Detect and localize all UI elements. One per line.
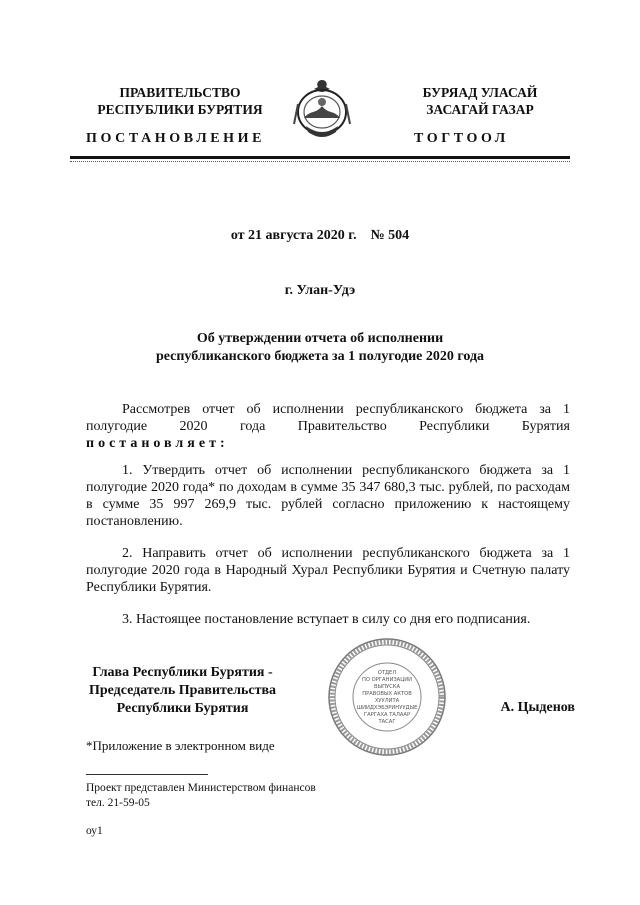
seal-line4: ПРАВОВЫХ АКТОВ <box>362 691 412 697</box>
header-divider-thick <box>70 156 570 159</box>
footer-info <box>86 781 316 811</box>
item-3-text: 3. Настоящее постановление вступает в силу со дня его подписания. <box>122 612 531 627</box>
footer-divider <box>86 774 208 775</box>
seal-line1: ОТДЕЛ <box>377 670 397 676</box>
seal-line8: ТАСАГ <box>378 719 396 725</box>
intro-text: Рассмотрев отчет об исполнении республиканского бюджета за 1 полугодие 2020 года Правительство Республики Бурятия <box>86 402 570 434</box>
coat-of-arms-emblem <box>290 74 354 146</box>
position-line3: Республики Бурятия <box>116 701 249 716</box>
header-left-line2: РЕСПУБЛИКИ БУРЯТИЯ <box>97 102 263 117</box>
position-line2: Председатель Правительства <box>88 683 277 698</box>
signatory-position <box>80 664 285 718</box>
item-2-text: 2. Направить отчет об исполнении республиканского бюджета за 1 полугодие 2020 года в Народный Хурал Республики Бурятия и Счетную палату Республики Бурятия. <box>86 546 570 595</box>
document-title <box>0 330 640 366</box>
seal-line5: ХУУЛИТА <box>374 698 400 704</box>
date-number: от 21 августа 2020 г. № 504 <box>230 228 410 243</box>
official-stamp <box>326 636 448 758</box>
document-code: оу1 <box>86 825 103 837</box>
signatory-name: А. Цыденов <box>500 700 575 715</box>
item-2 <box>86 545 570 596</box>
header-left-line1: ПРАВИТЕЛЬСТВО <box>119 85 241 100</box>
doc-type-left: ПОСТАНОВЛЕНИЕ <box>86 131 266 146</box>
seal-line6: ШИИДХЭБЭРИНУУДЫЕ <box>356 705 418 711</box>
seal-line7: ГАРГАХА ТАЛААР <box>363 712 411 718</box>
item-1 <box>86 462 570 530</box>
header-right <box>390 84 570 118</box>
position-line1: Глава Республики Бурятия - <box>92 665 273 680</box>
seal-line3: ВЫПУСКА <box>373 684 401 690</box>
resolves-word: постановляет: <box>86 436 229 451</box>
doc-type-right: ТОГТООЛ <box>414 131 509 146</box>
prepared-by: Проект представлен Министерством финансов <box>86 782 316 794</box>
item-3 <box>86 611 570 628</box>
header-right-line1: БУРЯАД УЛАСАЙ <box>422 85 538 100</box>
city: г. Улан-Удэ <box>284 283 356 298</box>
item-1-text: 1. Утвердить отчет об исполнении республиканского бюджета за 1 полугодие 2020 года* по доходам в сумме 35 347 680,3 тыс. рублей, по расходам в сумме 35 997 269,9 тыс. рублей согласно приложению к настоящему постановлению. <box>86 463 570 529</box>
phone: тел. 21-59-05 <box>86 797 150 809</box>
header-divider-dotted <box>70 161 570 162</box>
header-left <box>80 84 280 118</box>
intro-paragraph <box>86 401 570 452</box>
title-line1: Об утверждении отчета об исполнении <box>196 331 444 346</box>
seal-line2: ПО ОРГАНИЗАЦИИ <box>361 677 413 683</box>
title-line2: республиканского бюджета за 1 полугодие 2020 года <box>155 349 485 364</box>
appendix-note: *Приложение в электронном виде <box>86 738 275 753</box>
header-right-line2: ЗАСАГАЙ ГАЗАР <box>426 102 534 117</box>
